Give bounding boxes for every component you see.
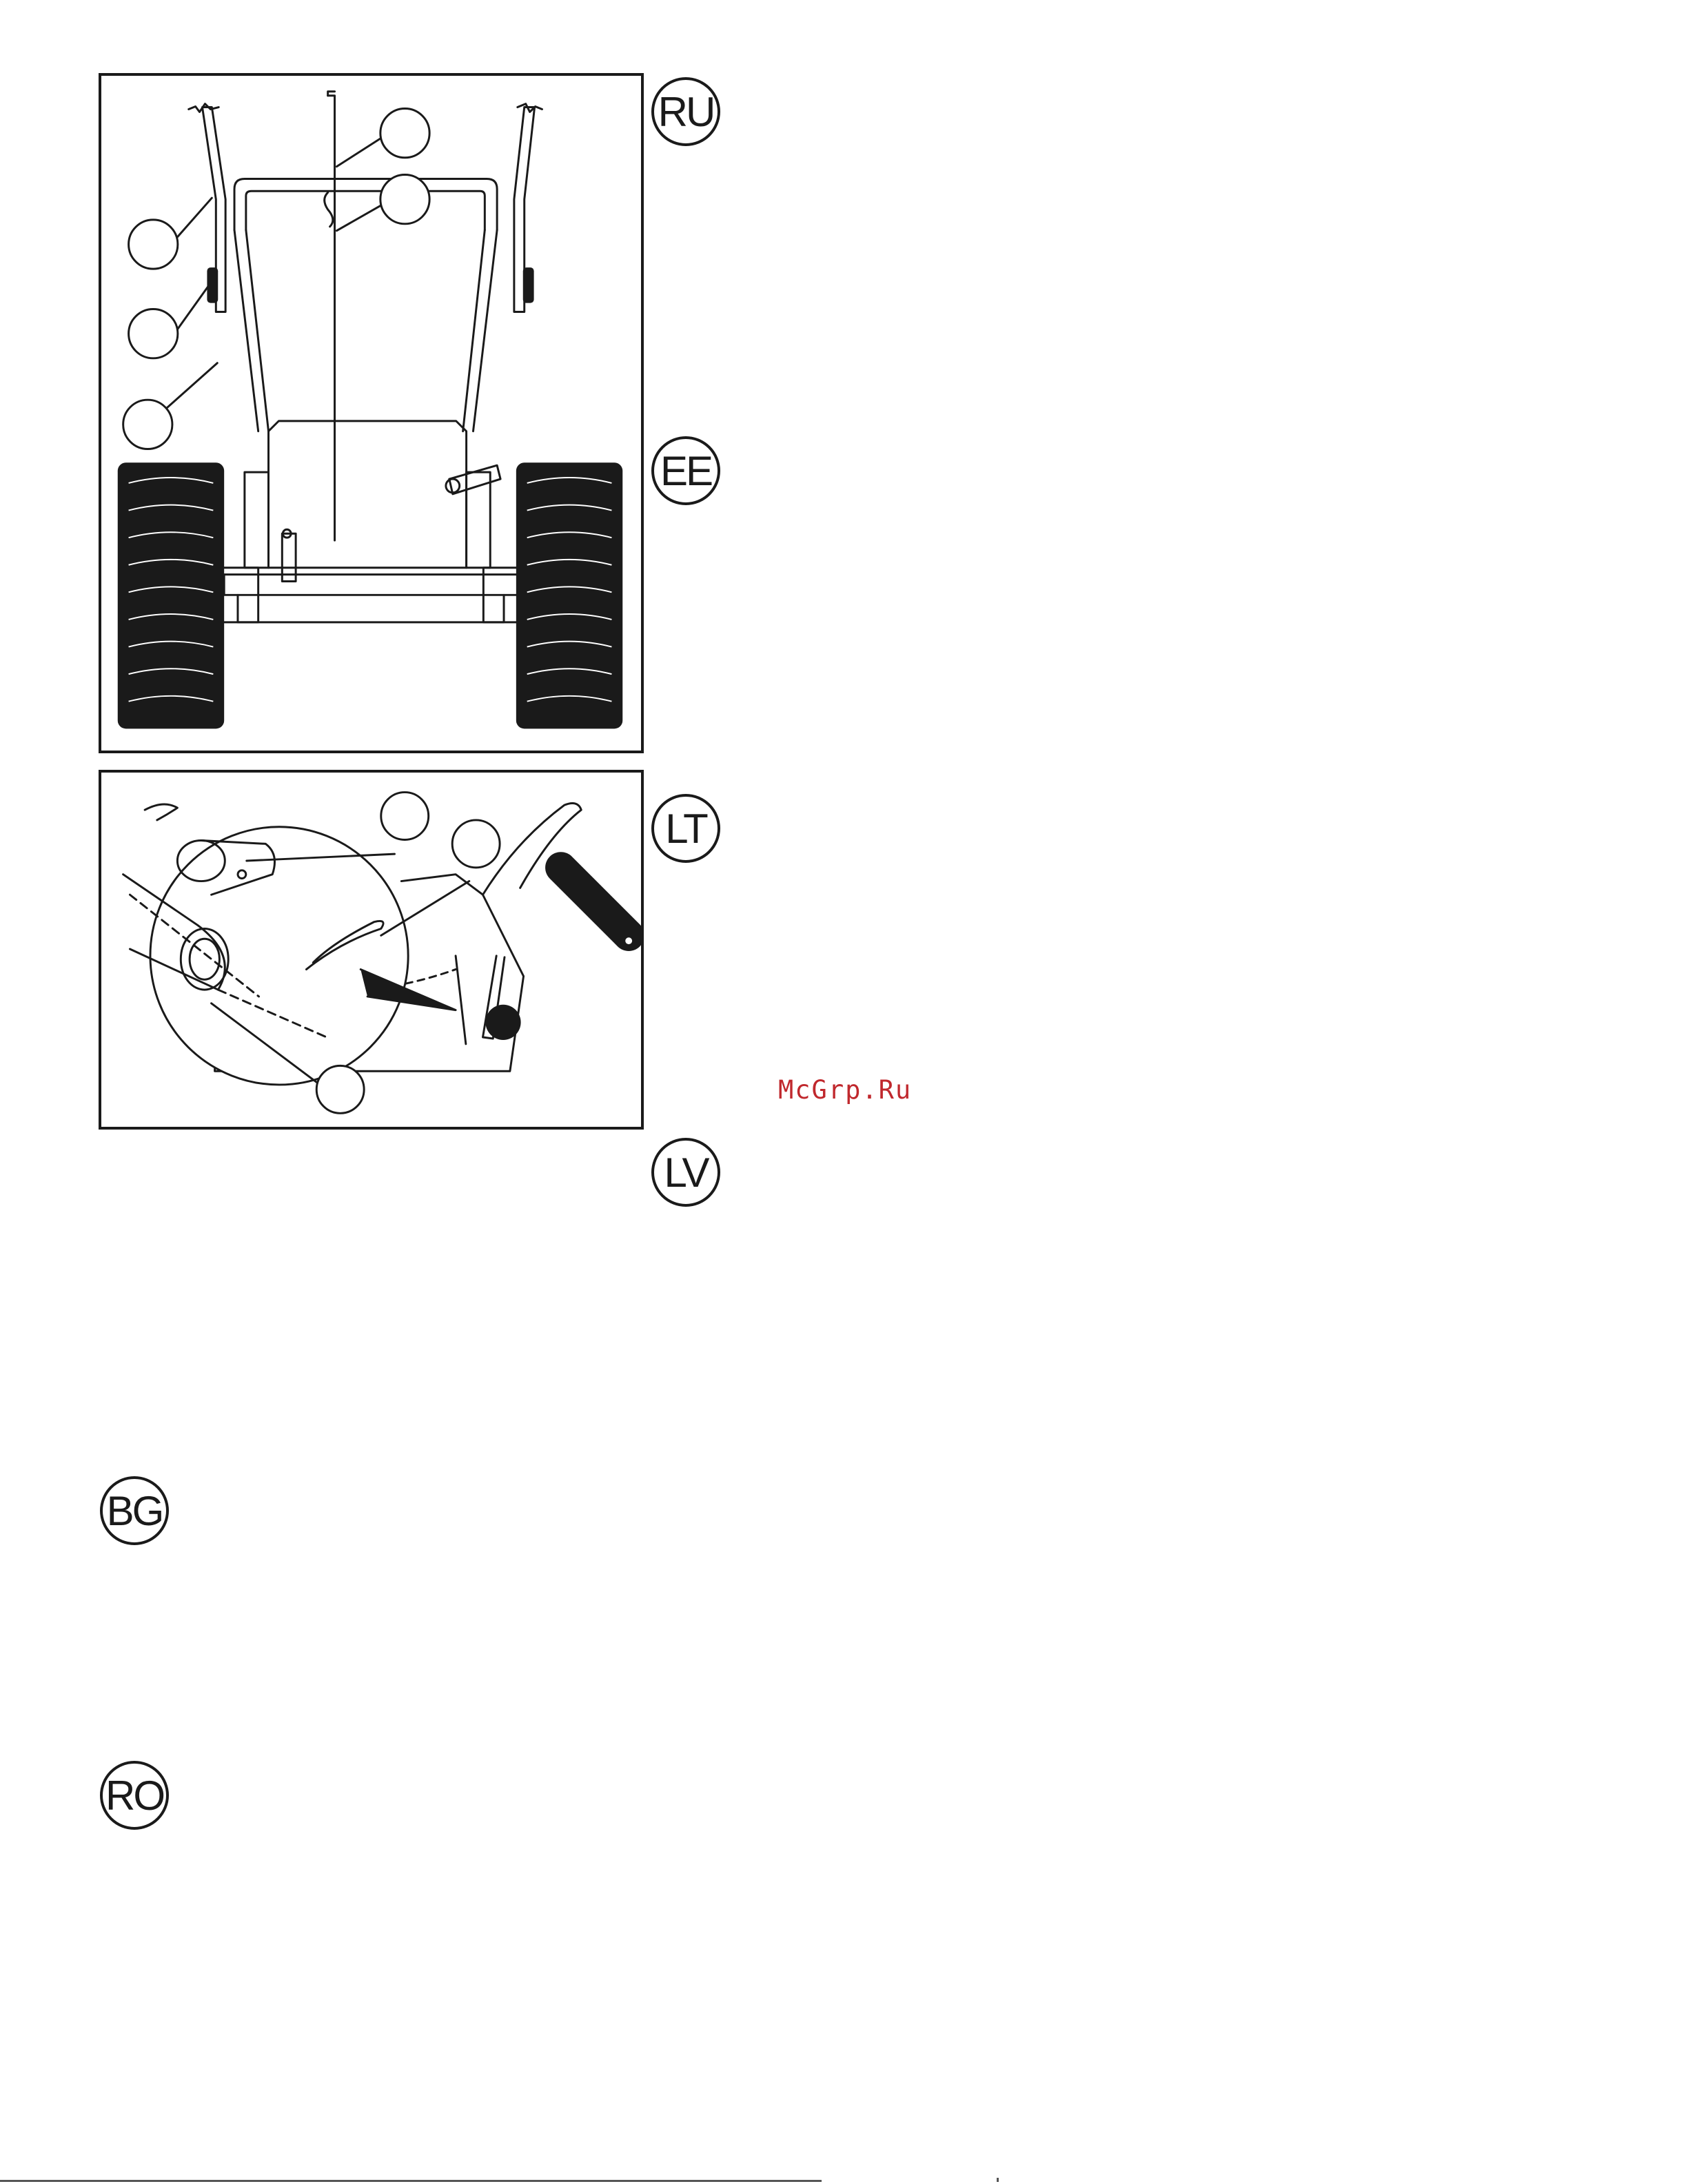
language-badge-ee: EE <box>651 436 720 505</box>
language-badge-ru: RU <box>651 77 720 146</box>
adjust-knob <box>485 1005 520 1040</box>
figure-chute-pin-detail <box>99 770 644 1130</box>
callout-circle-1 <box>129 220 178 269</box>
callout-circle-clip <box>452 820 500 868</box>
footer-rule <box>0 2180 822 2182</box>
language-badge-ro: RO <box>100 1761 169 1830</box>
pin-detail-illustration <box>101 773 641 1127</box>
callout-circle-2 <box>129 309 178 358</box>
callout-circle-4 <box>380 109 429 158</box>
crank-grip <box>561 868 629 935</box>
language-badge-lv: LV <box>651 1138 720 1207</box>
figure-machine-rear-view <box>99 73 644 753</box>
callout-circle-tube <box>316 1065 364 1113</box>
machine-illustration <box>101 76 641 751</box>
language-badge-lt: LT <box>651 794 720 863</box>
control-rod <box>328 96 335 540</box>
watermark: McGrp.Ru <box>778 1075 913 1105</box>
right-track <box>516 462 622 728</box>
footer-tick <box>997 2178 999 2182</box>
left-knob <box>207 267 218 303</box>
callout-circle-5 <box>380 175 429 224</box>
callout-leader-2 <box>178 281 212 329</box>
language-badge-bg: BG <box>100 1476 169 1545</box>
callout-circle-3 <box>123 400 172 449</box>
callout-circle-pin <box>381 793 429 840</box>
right-knob <box>523 267 534 303</box>
callout-leader-1 <box>176 198 212 238</box>
left-track <box>118 462 224 728</box>
